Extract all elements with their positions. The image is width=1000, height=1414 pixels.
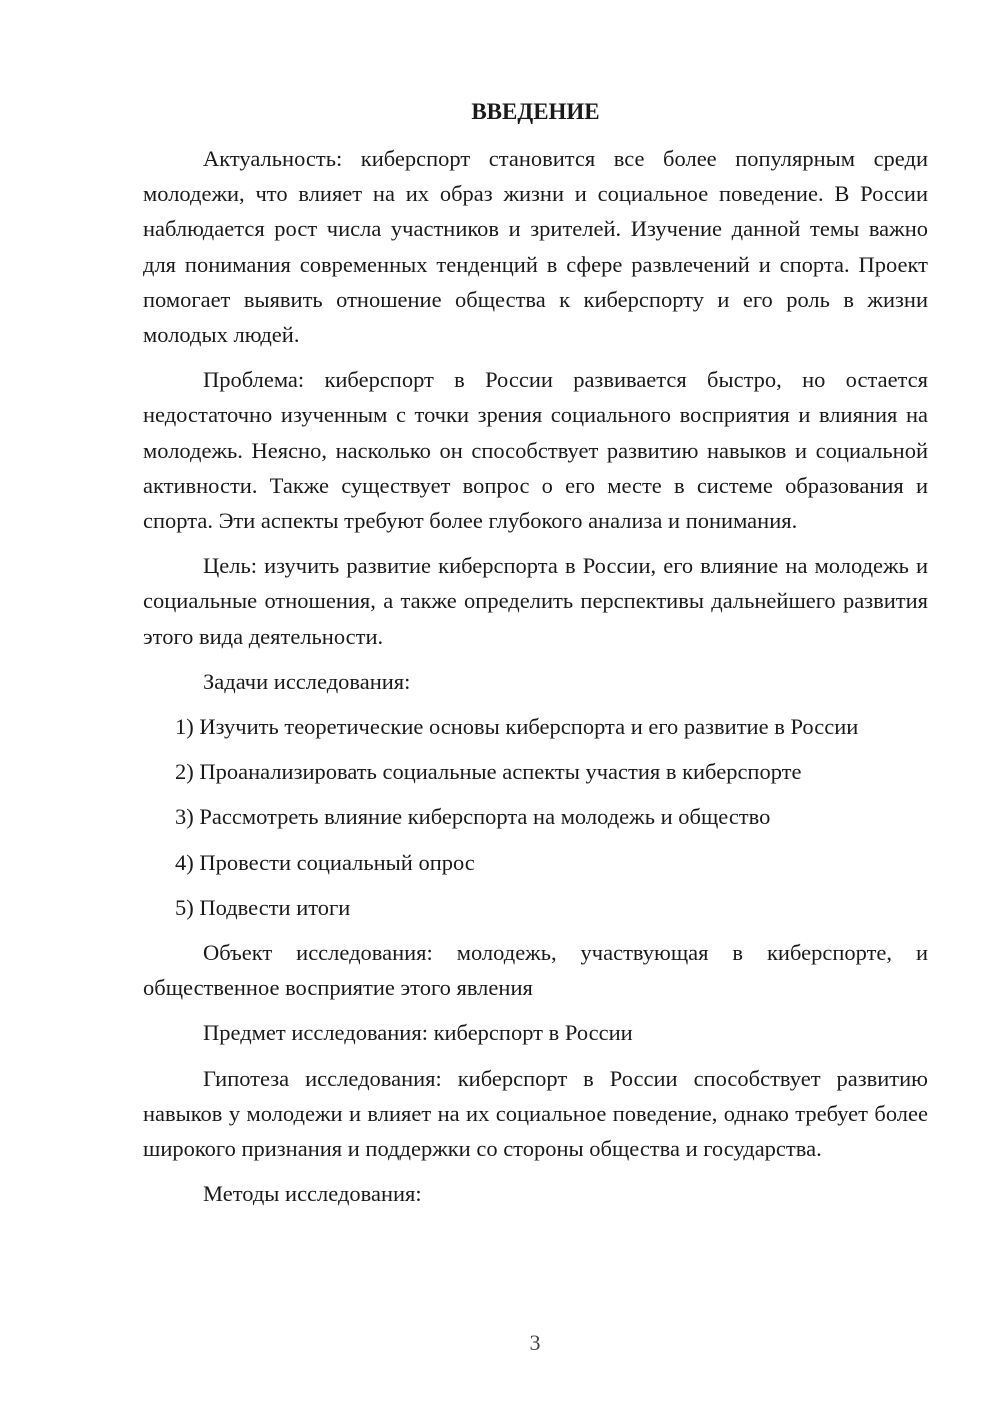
task-item-5: 5) Подвести итоги: [175, 894, 351, 920]
document-body: [143, 141, 928, 1221]
task-item-4: 4) Провести социальный опрос: [175, 849, 475, 875]
hypothesis-paragraph: Гипотеза исследования: киберспорт в России способствует развитию навыков у молодежи и влияет на их социальное поведение, однако требует более широкого признания и поддержки со стороны общества и государства.: [143, 1065, 928, 1162]
methods-title: Методы исследования:: [203, 1181, 422, 1207]
page-number: 3: [529, 1330, 541, 1355]
subject-paragraph: Предмет исследования: киберспорт в России: [203, 1020, 633, 1046]
page-title: ВВЕДЕНИЕ: [471, 99, 600, 124]
task-item-3: 3) Рассмотреть влияние киберспорта на молодежь и общество: [175, 804, 771, 830]
relevance-paragraph: Актуальность: киберспорт становится все более популярным среди молодежи, что влияет на их образ жизни и социальное поведение. В России наблюдается рост числа участников и зрителей. Изучение данной темы важно для понимания современных тенденций в сфере развлечений и спорта. Проект помогает выявить отношение общества к киберспорту и его роль в жизни молодых людей.: [143, 146, 928, 348]
tasks-title: Задачи исследования:: [203, 668, 411, 694]
goal-paragraph: Цель: изучить развитие киберспорта в России, его влияние на молодежь и социальные отношения, а также определить перспективы дальнейшего развития этого вида деятельности.: [143, 553, 928, 649]
task-item-2: 2) Проанализировать социальные аспекты участия в киберспорте: [175, 759, 802, 785]
task-item-1: 1) Изучить теоретические основы киберспорта и его развитие в России: [175, 714, 859, 740]
problem-paragraph: Проблема: киберспорт в России развивается быстро, но остается недостаточно изученным с точки зрения социального восприятия и влияния на молодежь. Неясно, насколько он способствует развитию навыков и социальной активности. Также существует вопрос о его месте в системе образования и спорта. Эти аспекты требуют более глубокого анализа и понимания.: [143, 367, 928, 534]
object-paragraph: Объект исследования: молодежь, участвующая в киберспорте, и общественное восприятие этого явления: [143, 940, 928, 1001]
